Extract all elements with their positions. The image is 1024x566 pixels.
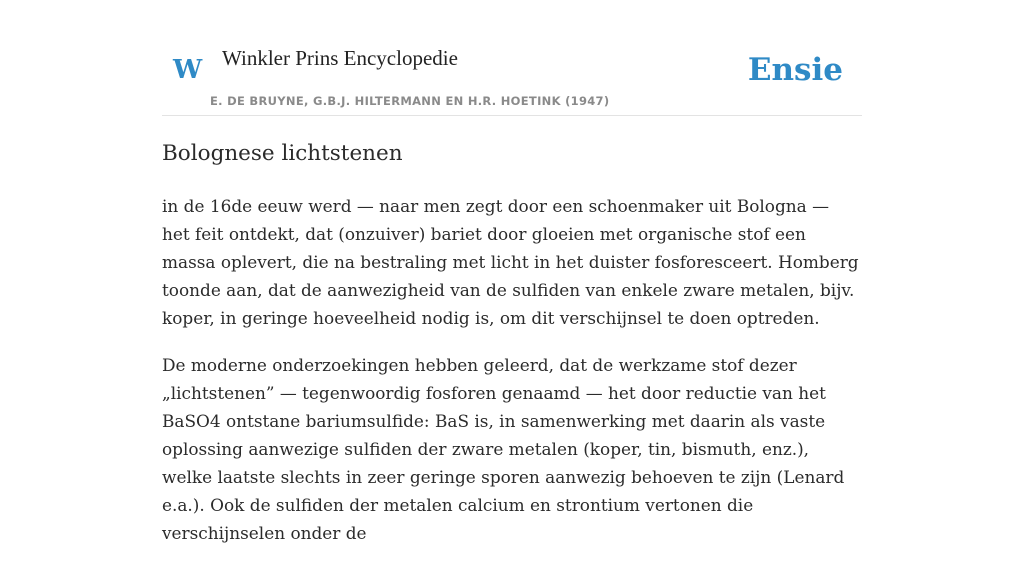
article-title: Bolognese lichtstenen xyxy=(162,141,403,166)
article-body xyxy=(162,192,862,566)
site-title[interactable]: Winkler Prins Encyclopedie xyxy=(222,46,458,70)
article-paragraph: De moderne onderzoekingen hebben geleerd, dat de werkzame stof dezer „lichtstenen” — tegenwoordig fosforen genaamd — het door reductie van het BaSO4 ontstane bariumsulfide: BaS is, in samenwerking met daarin als vaste oplossing aanwezige sulfiden der zware metalen (koper, tin, bismuth, enz.), welke laatste slechts in zeer geringe sporen aanwezig behoeven te zijn (Lenard e.a.). Ook de sulfiden der metalen calcium en strontium vertonen die verschijnselen onder de xyxy=(162,355,845,543)
ensie-brand-logo[interactable]: Ensie xyxy=(747,52,843,88)
header-divider xyxy=(162,115,862,116)
article-paragraph: in de 16de eeuw werd — naar men zegt door een schoenmaker uit Bologna — het feit ontdekt, dat (onzuiver) bariet door gloeien met organische stof een massa oplevert, die na bestraling met licht in het duister fosforesceert. Homberg toonde aan, dat de aanwezigheid van de sulfiden van enkele zware metalen, bijv. koper, in geringe hoeveelheid nodig is, om dit verschijnsel te doen optreden. xyxy=(162,196,859,328)
winkler-prins-logo-icon[interactable]: W xyxy=(173,55,203,85)
authors-line: E. DE BRUYNE, G.B.J. HILTERMANN EN H.R. HOETINK (1947) xyxy=(210,94,610,108)
